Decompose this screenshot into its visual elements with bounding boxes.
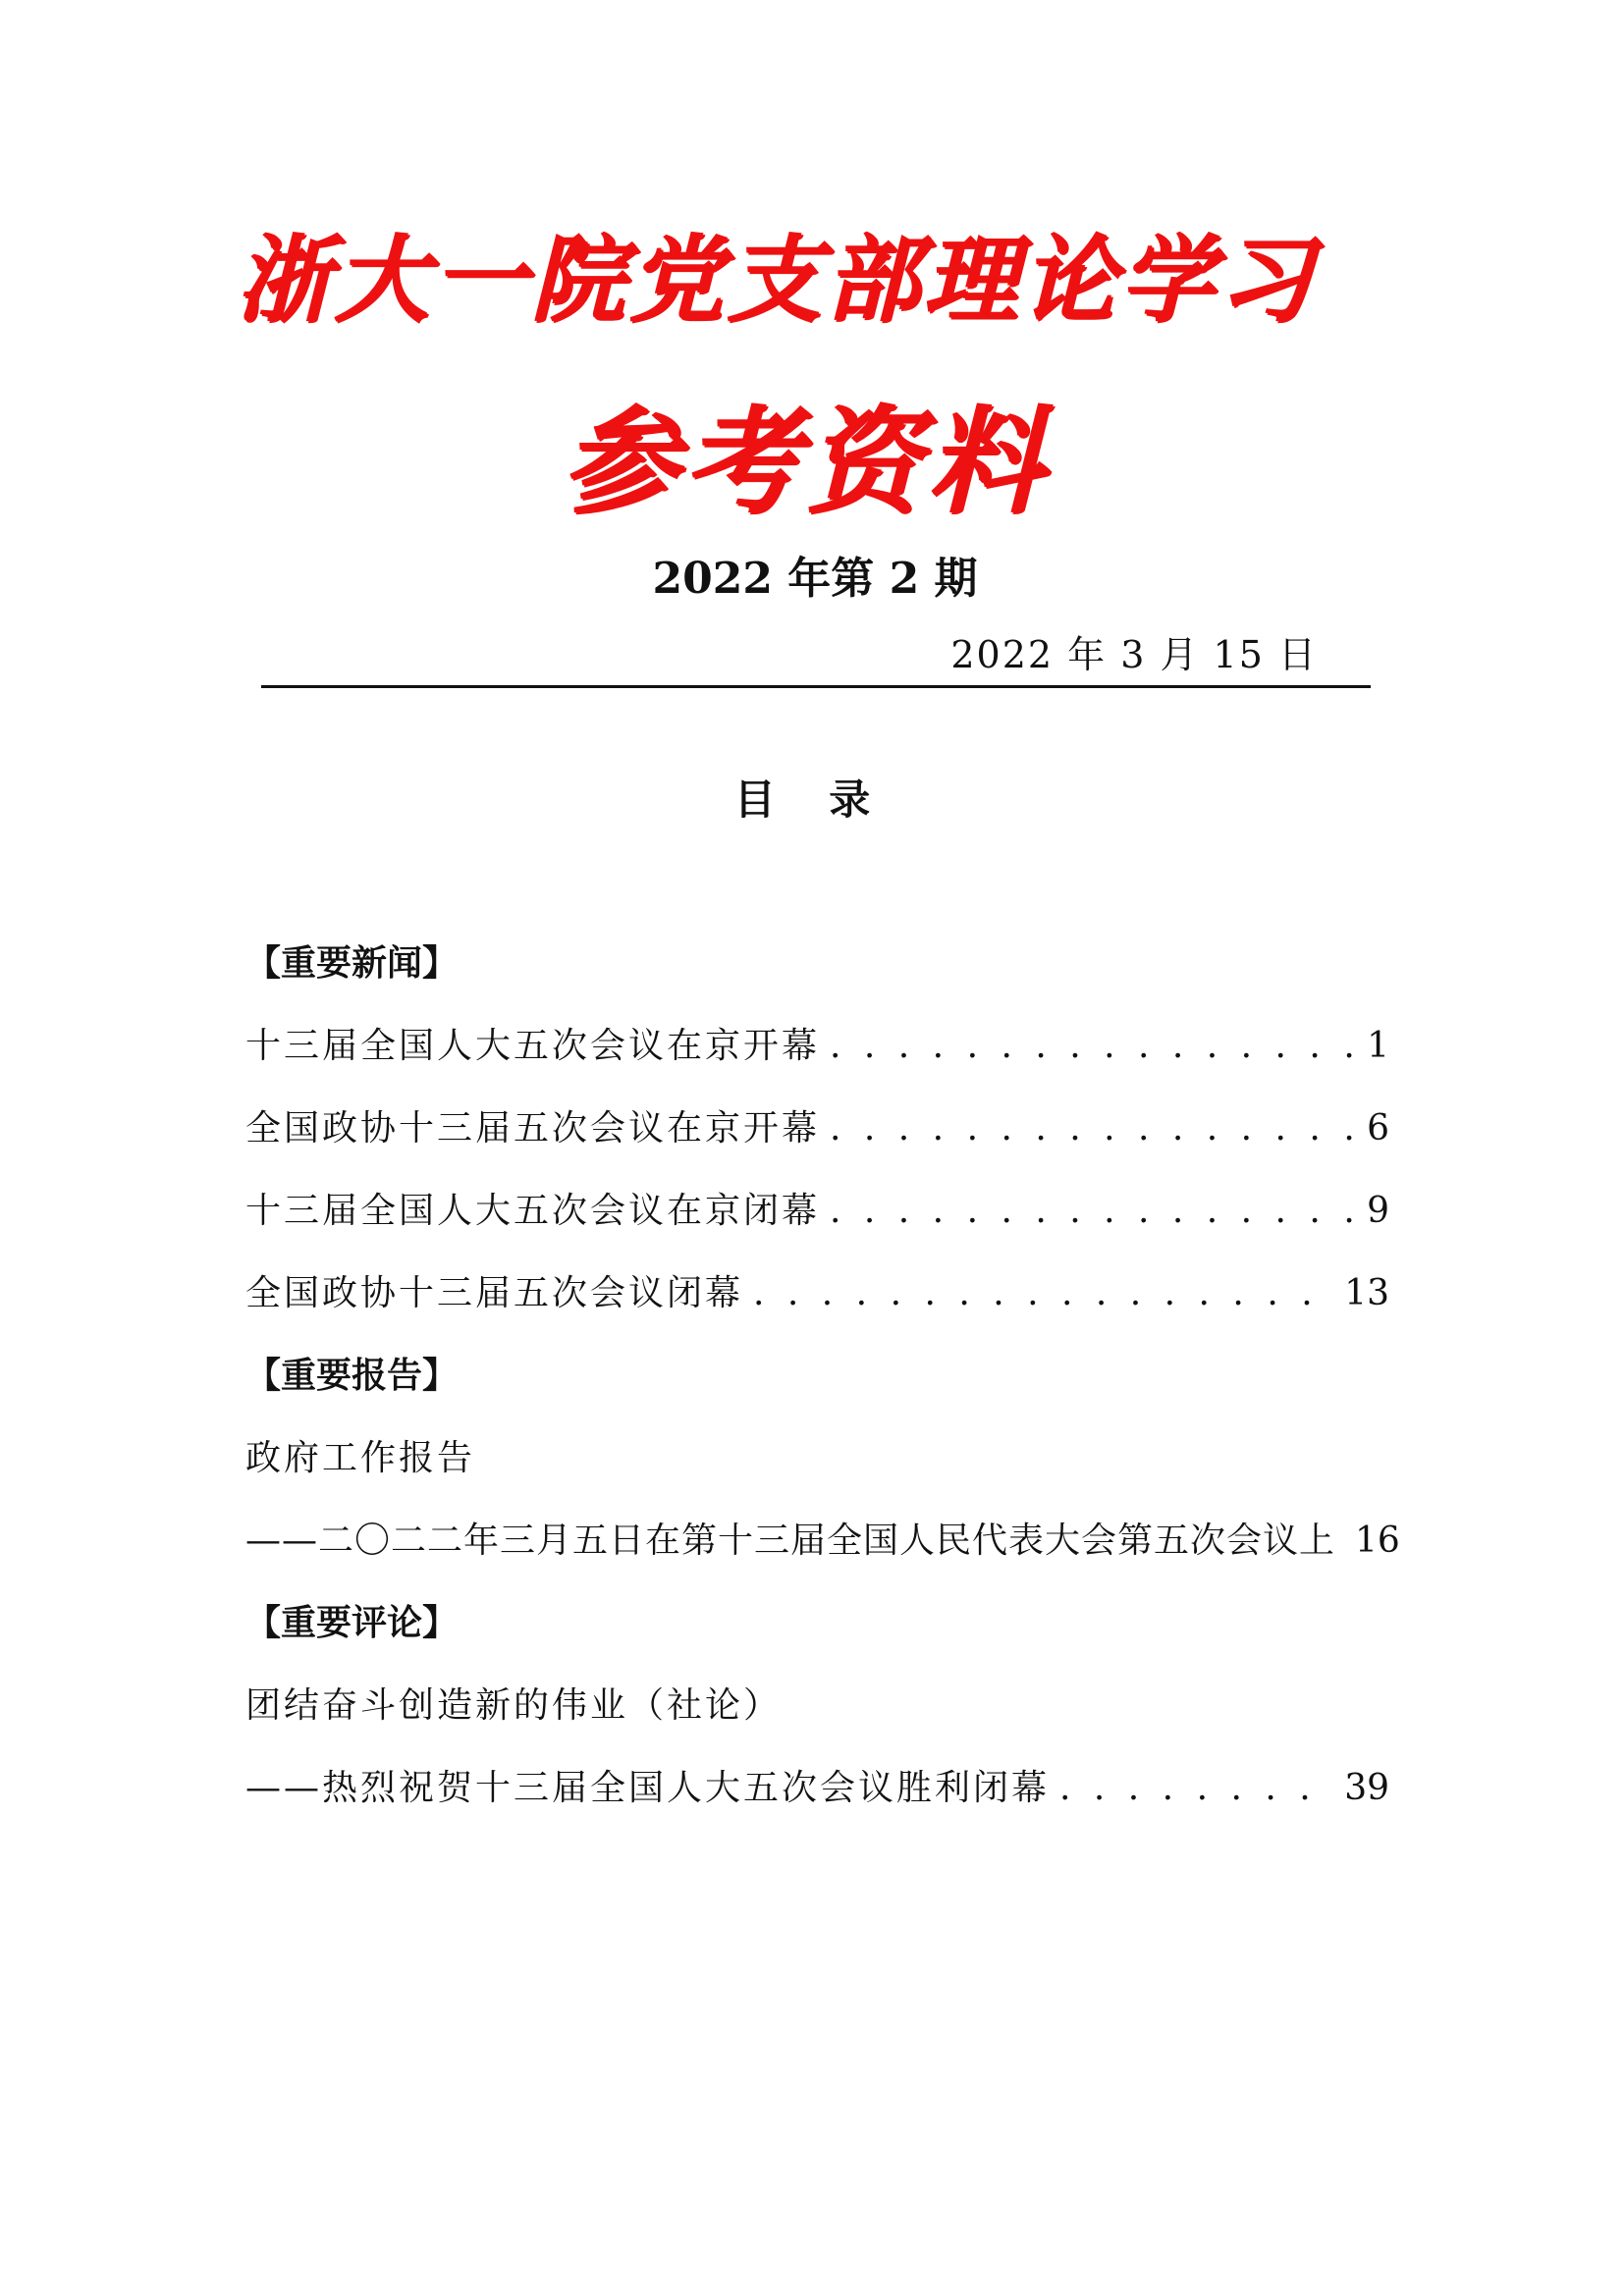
toc-entry[interactable] [245,1747,1389,1830]
toc-entry[interactable] [245,1170,1389,1253]
toc-entry-title: 十三届全国人大五次会议在京闭幕 [245,1191,821,1231]
publication-subtitle: 参考资料 [561,393,1049,529]
toc-section-commentary: 【重要评论】 [245,1603,459,1643]
toc-entry[interactable] [245,1005,1389,1088]
toc-page-number: 9 [1367,1191,1389,1231]
toc-entry-title: ——二〇二二年三月五日在第十三届全国人民代表大会第五次会议上 [245,1521,1336,1561]
toc-heading: 目 录 [733,775,891,824]
toc-page-number: 6 [1367,1108,1389,1148]
toc-section-reports: 【重要报告】 [245,1356,459,1396]
dot-leader [830,1005,1357,1088]
dot-leader [830,1088,1357,1170]
toc-page-number: 13 [1344,1273,1389,1313]
header-divider [261,685,1371,688]
toc-section-news: 【重要新闻】 [245,943,459,984]
issue-date: 2022 年 3 月 15 日 [950,633,1318,676]
toc-entry[interactable] [245,1500,1400,1582]
issue-number: 2022 年第 2 期 [652,554,978,604]
toc-entry[interactable] [245,1253,1389,1335]
dot-leader [830,1170,1357,1253]
dot-leader [1059,1747,1334,1830]
toc-entry-title: 全国政协十三届五次会议闭幕 [245,1273,744,1313]
toc-entry-heading[interactable]: 团结奋斗创造新的伟业（社论） [245,1685,783,1726]
publication-title: 浙大一院党支部理论学习 [236,224,1316,335]
dot-leader [753,1253,1334,1335]
toc-entry-title: 全国政协十三届五次会议在京开幕 [245,1108,821,1148]
toc-entry-title: ——热烈祝贺十三届全国人大五次会议胜利闭幕 [245,1768,1051,1808]
toc-entry[interactable] [245,1088,1389,1170]
toc-entry-title: 十三届全国人大五次会议在京开幕 [245,1026,821,1066]
toc-entry-heading[interactable]: 政府工作报告 [245,1438,476,1478]
toc-page-number: 1 [1367,1026,1389,1066]
table-of-contents [245,923,1400,1830]
toc-page-number: 39 [1344,1768,1389,1808]
toc-page-number: 16 [1355,1521,1400,1561]
